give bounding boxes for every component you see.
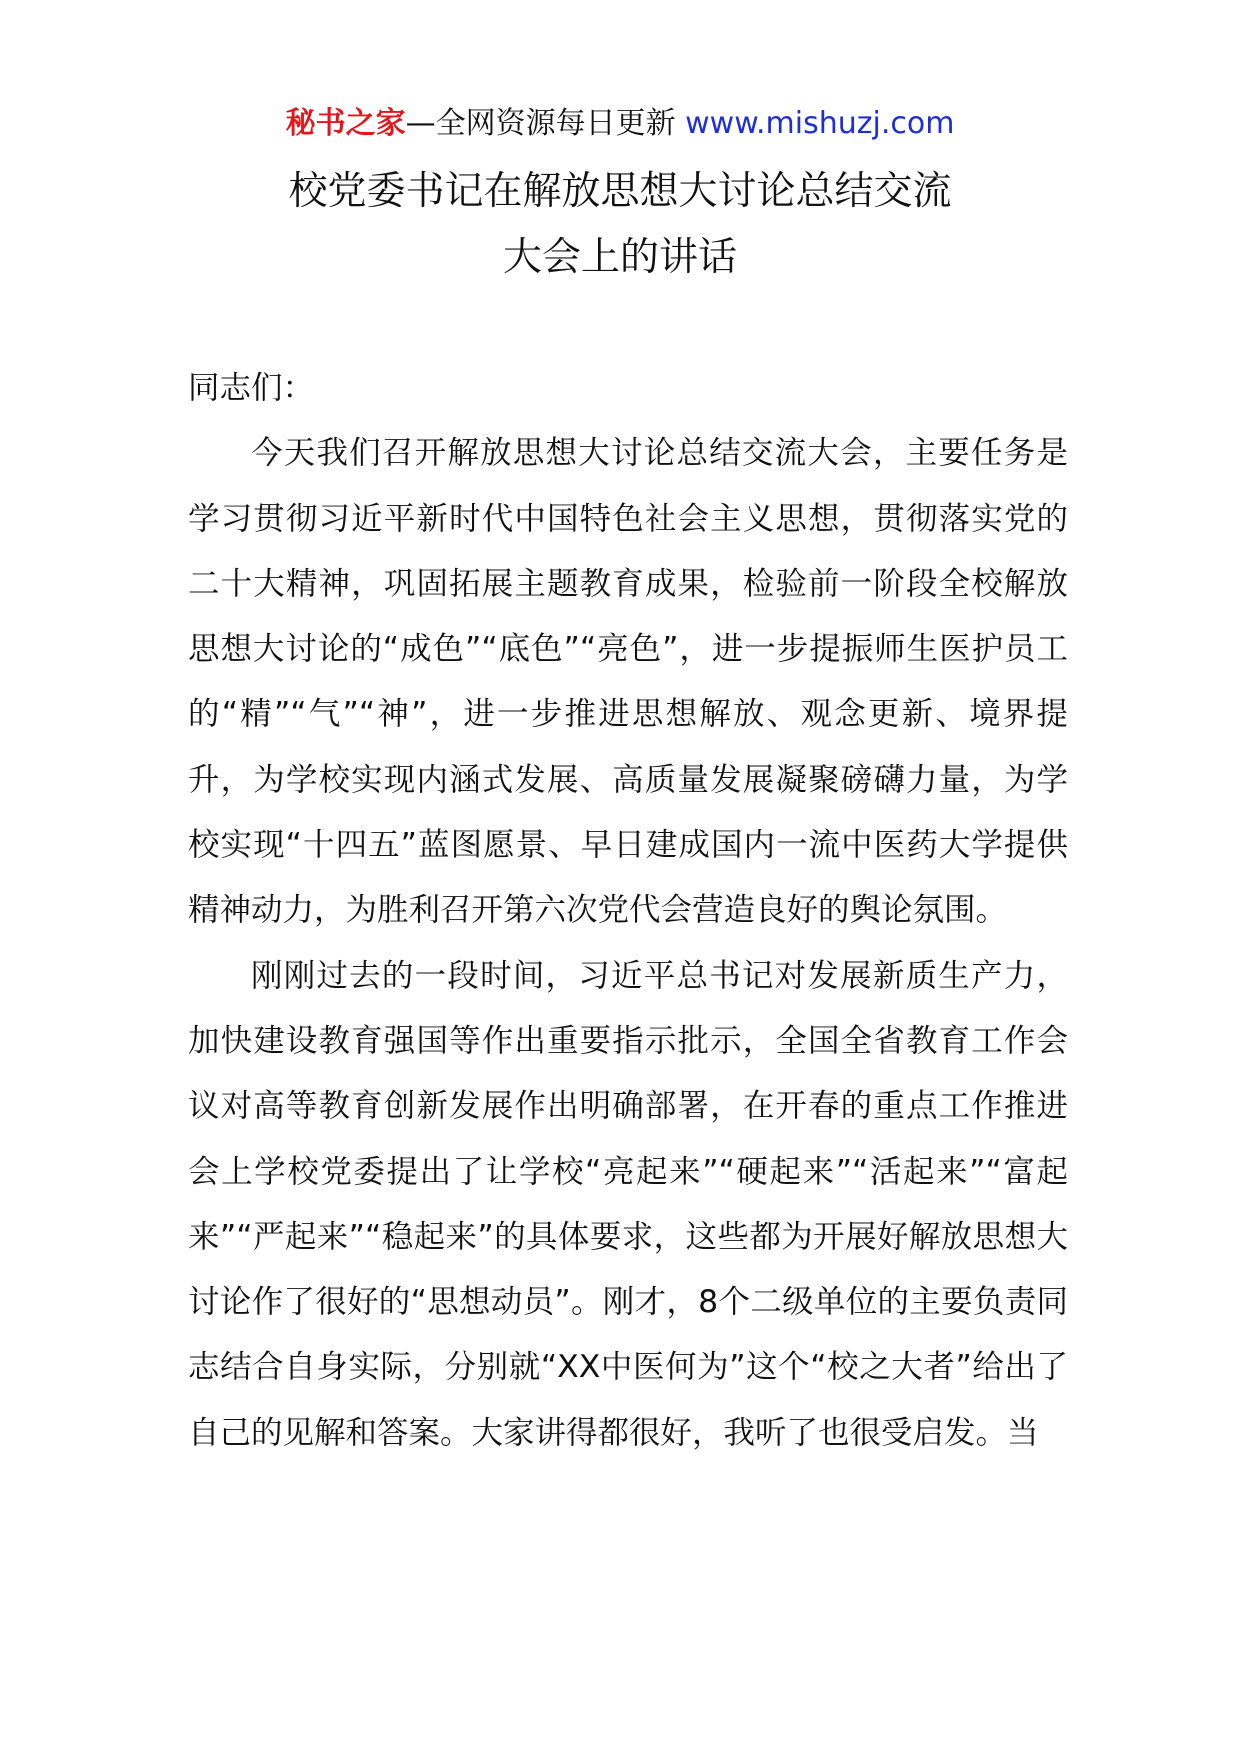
brand-name: 秘书之家 bbox=[285, 106, 406, 141]
site-header bbox=[0, 102, 1240, 146]
site-url-link[interactable]: www.mishuzj.com bbox=[685, 106, 955, 141]
document-body bbox=[188, 356, 1068, 1466]
body-paragraph-1: 今天我们召开解放思想大讨论总结交流大会，主要任务是学习贯彻习近平新时代中国特色社会主义思想，贯彻落实党的二十大精神，巩固拓展主题教育成果，检验前一阶段全校解放思想大讨论的“成色”“底色”“亮色”，进一步提振师生医护员工的“精”“气”“神”，进一步推进思想解放、观念更新、境界提升，为学校实现内涵式发展、高质量发展凝聚磅礴力量，为学校实现“十四五”蓝图愿景、早日建成国内一流中医药大学提供精神动力，为胜利召开第六次党代会营造良好的舆论氛围。 bbox=[188, 435, 1068, 929]
body-paragraph-2: 刚刚过去的一段时间，习近平总书记对发展新质生产力，加快建设教育强国等作出重要指示批示，全国全省教育工作会议对高等教育创新发展作出明确部署，在开春的重点工作推进会上学校党委提出了让学校“亮起来”“硬起来”“活起来”“富起来”“严起来”“稳起来”的具体要求，这些都为开展好解放思想大讨论作了很好的“思想动员”。刚才，8个二级单位的主要负责同志结合自身实际，分别就“XX中医何为”这个“校之大者”给出了自己的见解和答案。大家讲得都很好，我听了也很受启发。当 bbox=[188, 957, 1068, 1451]
document-title-line-1: 校党委书记在解放思想大讨论总结交流 bbox=[288, 169, 952, 214]
header-tagline: —全网资源每日更新 bbox=[405, 106, 676, 141]
document-title-line-2: 大会上的讲话 bbox=[502, 235, 737, 280]
salutation: 同志们： bbox=[188, 370, 315, 406]
